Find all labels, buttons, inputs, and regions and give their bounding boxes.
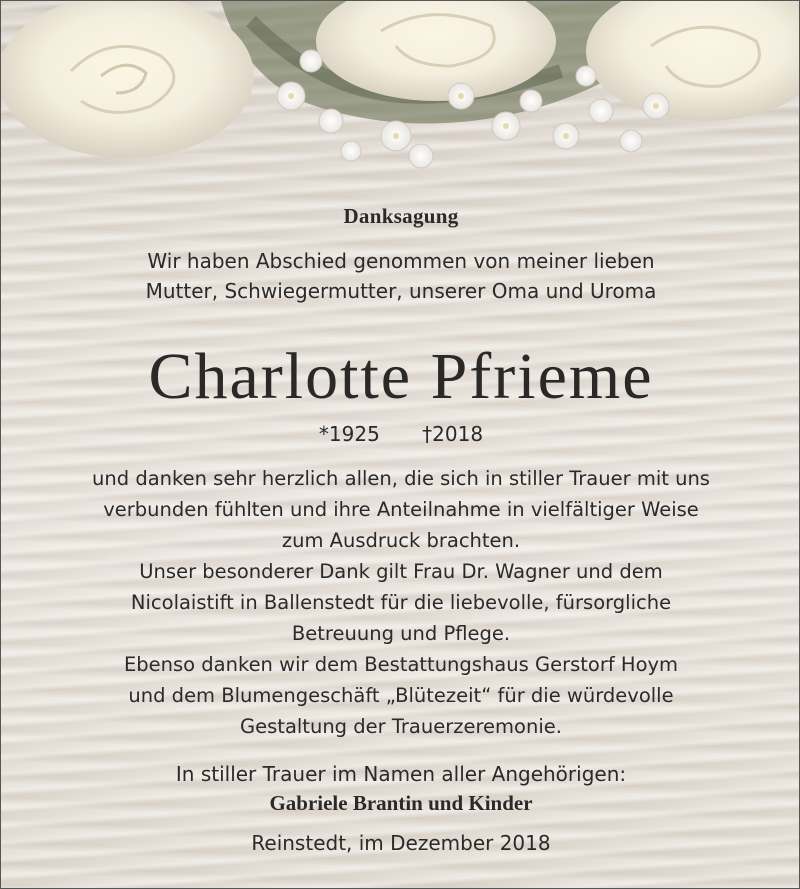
- rose-left: [1, 1, 254, 158]
- body-line: und dem Blumengeschäft „Blütezeit“ für die würdevolle: [128, 684, 674, 707]
- life-dates: [1, 422, 800, 446]
- intro-text: [1, 246, 800, 306]
- place-date: Reinstedt, im Dezember 2018: [251, 831, 551, 855]
- body-line: Betreuung und Pflege.: [291, 622, 511, 645]
- thanks-body: [1, 463, 800, 742]
- notice-heading: Danksagung: [343, 204, 459, 228]
- body-line: verbunden fühlten und ihre Anteilnahme in vielfältiger Weise: [103, 498, 699, 521]
- deceased-name: Charlotte Pfrieme: [148, 340, 654, 413]
- white-roses-flower-image: [1, 1, 800, 181]
- body-line: Gestaltung der Trauerzeremonie.: [240, 715, 562, 738]
- body-line: Nicolaistift in Ballenstedt für die liebevolle, fürsorgliche: [130, 591, 672, 614]
- closing-line: In stiller Trauer im Namen aller Angehörigen:: [175, 762, 627, 786]
- intro-line: Mutter, Schwiegermutter, unserer Oma und Uroma: [145, 279, 657, 303]
- intro-line: Wir haben Abschied genommen von meiner lieben: [147, 249, 655, 273]
- death-year: †2018: [422, 422, 484, 446]
- body-line: und danken sehr herzlich allen, die sich in stiller Trauer mit uns: [92, 467, 710, 490]
- body-line: Ebenso danken wir dem Bestattungshaus Gerstorf Hoym: [123, 653, 679, 676]
- birth-year: *1925: [318, 422, 380, 446]
- body-line: Unser besonderer Dank gilt Frau Dr. Wagner und dem: [139, 560, 663, 583]
- signers: Gabriele Brantin und Kinder: [269, 791, 533, 815]
- body-line: zum Ausdruck brachten.: [281, 529, 521, 552]
